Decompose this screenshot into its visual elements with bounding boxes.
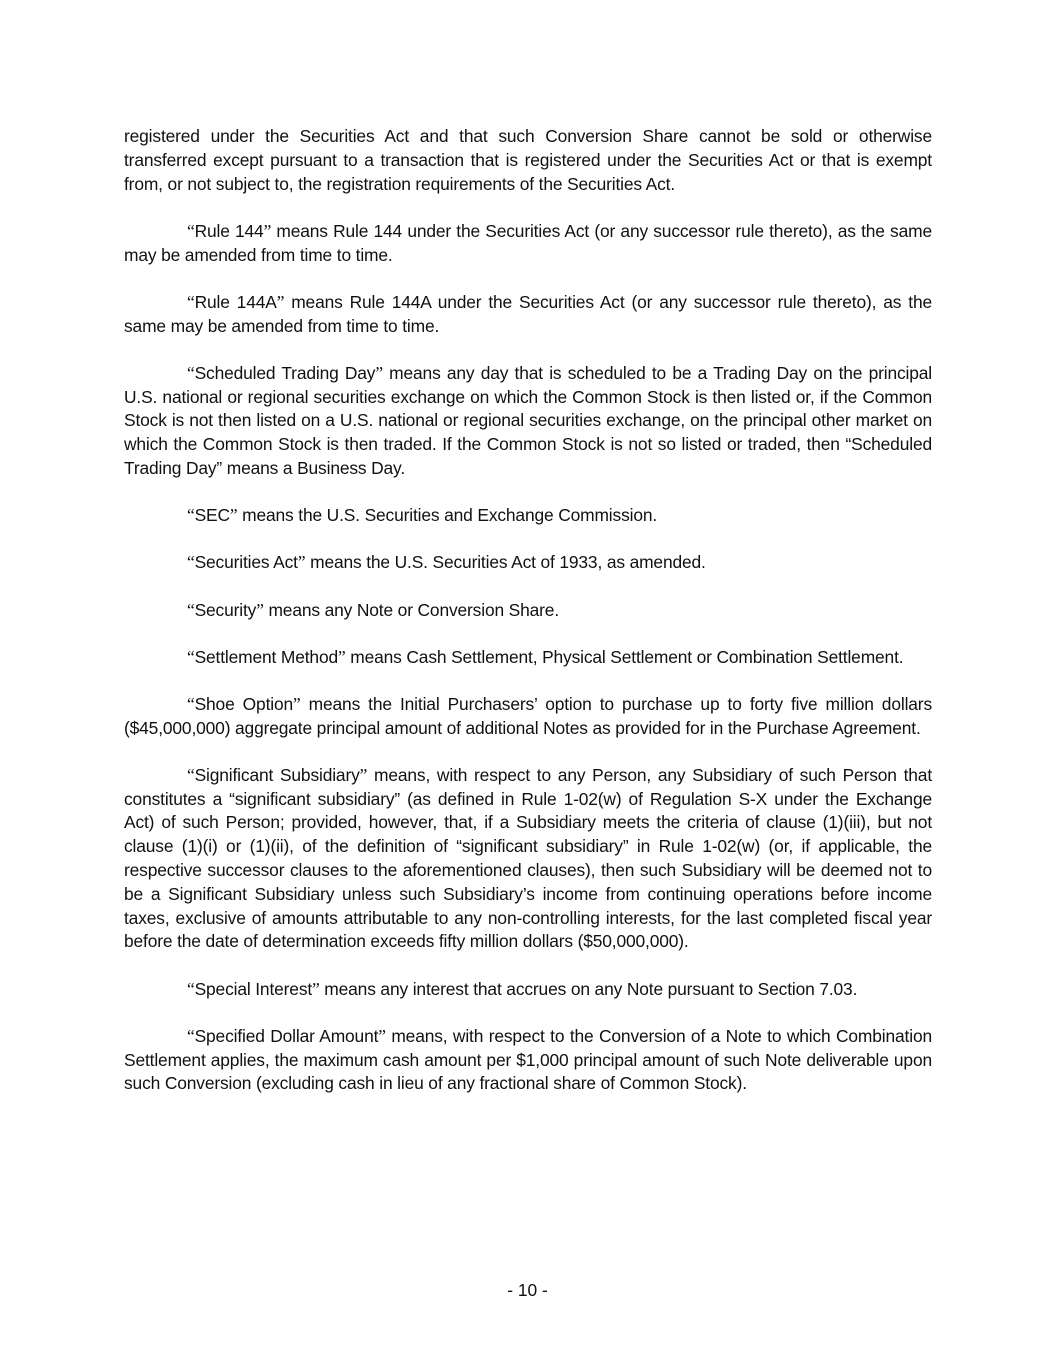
defined-term: Special Interest xyxy=(194,978,313,999)
definition-text: means the U.S. Securities Act of 1933, as amended. xyxy=(305,552,706,573)
page-number: - 10 - xyxy=(507,1280,548,1300)
definition-text: means Rule 144 under the Securities Act (or any successor rule thereto), as the same may be amended from time to time. xyxy=(124,220,932,265)
definition-sec: “SEC” means the U.S. Securities and Exchange Commission. xyxy=(187,505,658,526)
definition-shoe-option: “Shoe Option” means the Initial Purchasers’ option to purchase up to forty five million dollars ($45,000,000) aggregate principal amount of additional Notes as provided for in the Purchase Agreement. xyxy=(124,693,932,738)
defined-term: Scheduled Trading Day xyxy=(194,362,376,383)
definition-rule-144a: “Rule 144A” means Rule 144A under the Securities Act (or any successor rule thereto), as the same may be amended from time to time. xyxy=(124,291,932,336)
definition-text: means Rule 144A under the Securities Act (or any successor rule thereto), as the same may be amended from time to time. xyxy=(124,291,932,336)
definition-security: “Security” means any Note or Conversion Share. xyxy=(187,599,560,620)
defined-term: Securities Act xyxy=(194,552,298,573)
definition-text: means the U.S. Securities and Exchange Commission. xyxy=(237,505,658,526)
definition-text: means any day that is scheduled to be a Trading Day on the principal U.S. national or regional securities exchange on which the Common Stock is then listed or, if the Common Stock is not then listed on a U.S. national or regional securities exchange, on the principal other market on which the Common Stock is then traded. If the Common Stock is not so listed or traded, then “Scheduled Trading Day” means a Business Day. xyxy=(124,362,932,478)
defined-term: Significant Subsidiary xyxy=(194,764,360,785)
definition-text: means, with respect to the Conversion of a Note to which Combination Settlement applies, the maximum cash amount per $1,000 principal amount of such Note deliverable upon such Conversion (excluding cash in lieu of any fractional share of Common Stock). xyxy=(124,1025,932,1094)
definition-text: means any Note or Conversion Share. xyxy=(263,599,560,620)
paragraph-text: registered under the Securities Act and that such Conversion Share cannot be sold or otherwise transferred except pursuant to a transaction that is registered under the Securities Act or that is exempt from, or not subject to, the registration requirements of the Securities Act. xyxy=(124,126,932,194)
definition-text: means, with respect to any Person, any Subsidiary of such Person that constitutes a “significant subsidiary” (as defined in Rule 1-02(w) of Regulation S-X under the Exchange Act) of such Person; provided, however, that, if a Subsidiary meets the criteria of clause (1)(iii), but not clause (1)(i) or (1)(ii), of the definition of “significant subsidiary” in Rule 1-02(w) (or, if applicable, the respective successor clauses to the aforementioned clauses), then such Subsidiary will be deemed not to be a Significant Subsidiary unless such Subsidiary’s income from continuing operations before income taxes, exclusive of amounts attributable to any non-controlling interests, for the last completed fiscal year before the date of determination exceeds fifty million dollars ($50,000,000). xyxy=(124,764,932,952)
definition-significant-subsidiary: “Significant Subsidiary” means, with respect to any Person, any Subsidiary of such Person that constitutes a “significant subsidiary” (as defined in Rule 1-02(w) of Regulation S-X under the Exchange Act) of such Person; provided, however, that, if a Subsidiary meets the criteria of clause (1)(iii), but not clause (1)(i) or (1)(ii), of the definition of “significant subsidiary” in Rule 1-02(w) (or, if applicable, the respective successor clauses to the aforementioned clauses), then such Subsidiary will be deemed not to be a Significant Subsidiary unless such Subsidiary’s income from continuing operations before income taxes, exclusive of amounts attributable to any non-controlling interests, for the last completed fiscal year before the date of determination exceeds fifty million dollars ($50,000,000). xyxy=(124,764,932,952)
definition-scheduled-trading-day: “Scheduled Trading Day” means any day that is scheduled to be a Trading Day on the principal U.S. national or regional securities exchange on which the Common Stock is then listed or, if the Common Stock is not then listed on a U.S. national or regional securities exchange, on the principal other market on which the Common Stock is then traded. If the Common Stock is not so listed or traded, then “Scheduled Trading Day” means a Business Day. xyxy=(124,362,932,478)
definition-text: means any interest that accrues on any Note pursuant to Section 7.03. xyxy=(319,978,858,999)
definition-settlement-method: “Settlement Method” means Cash Settlement, Physical Settlement or Combination Settlement. xyxy=(187,646,904,667)
definition-rule-144: “Rule 144” means Rule 144 under the Securities Act (or any successor rule thereto), as the same may be amended from time to time. xyxy=(124,220,932,265)
defined-term: Settlement Method xyxy=(194,646,338,667)
defined-term: Rule 144A xyxy=(194,291,277,312)
document-body xyxy=(124,125,932,1120)
defined-term: Security xyxy=(194,599,257,620)
definition-special-interest: “Special Interest” means any interest that accrues on any Note pursuant to Section 7.03. xyxy=(187,978,858,999)
defined-term: SEC xyxy=(194,505,230,526)
definition-securities-act: “Securities Act” means the U.S. Securities Act of 1933, as amended. xyxy=(187,552,706,573)
defined-term: Shoe Option xyxy=(194,693,294,714)
definition-text: means Cash Settlement, Physical Settlement or Combination Settlement. xyxy=(345,646,904,667)
definition-text: means the Initial Purchasers’ option to purchase up to forty five million dollars ($45,000,000) aggregate principal amount of additional Notes as provided for in the Purchase Agreement. xyxy=(124,693,932,738)
defined-term: Rule 144 xyxy=(194,220,264,241)
definition-specified-dollar-amount: “Specified Dollar Amount” means, with respect to the Conversion of a Note to which Combination Settlement applies, the maximum cash amount per $1,000 principal amount of such Note deliverable upon such Conversion (excluding cash in lieu of any fractional share of Common Stock). xyxy=(124,1025,932,1094)
defined-term: Specified Dollar Amount xyxy=(194,1025,379,1046)
paragraph-continuation xyxy=(124,125,932,196)
